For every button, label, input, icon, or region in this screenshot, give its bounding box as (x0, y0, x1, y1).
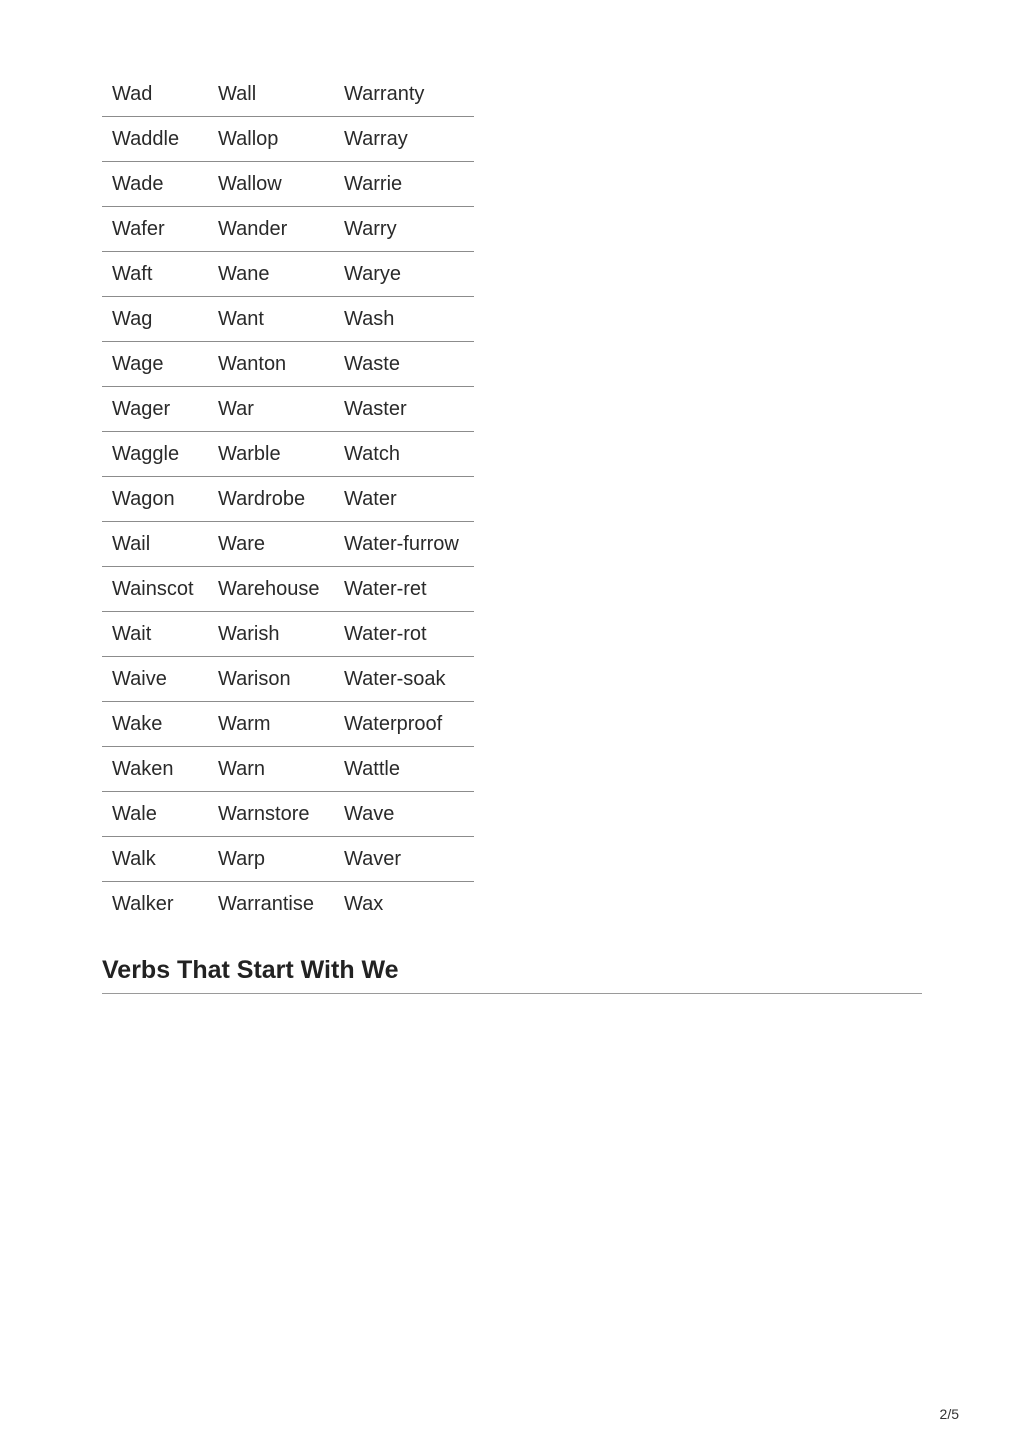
table-cell: Wad (112, 83, 153, 105)
table-cell: Wax (344, 893, 384, 915)
table-row (102, 837, 474, 882)
table-cell: Wainscot (112, 578, 194, 600)
table-cell: Warye (344, 263, 402, 285)
table-cell: Wallop (218, 128, 279, 150)
table-cell: Waste (344, 353, 400, 375)
table-cell: Wail (112, 533, 151, 555)
section-heading: Verbs That Start With We (102, 956, 922, 994)
table-cell: Water-rot (344, 623, 427, 645)
table-cell: Wander (218, 218, 288, 240)
table-cell: Wallow (218, 173, 282, 195)
table-cell: Ware (218, 533, 266, 555)
table-row (102, 657, 474, 702)
table-row (102, 297, 474, 342)
table-row (102, 747, 474, 792)
word-table (102, 72, 474, 926)
table-cell: Waddle (112, 128, 180, 150)
table-cell: Wag (112, 308, 153, 330)
table-cell: Warish (218, 623, 280, 645)
table-cell: Wall (218, 83, 257, 105)
table-cell: Wardrobe (218, 488, 306, 510)
table-cell: Warrie (344, 173, 403, 195)
table-cell: Waster (344, 398, 407, 420)
table-cell: Wage (112, 353, 164, 375)
table-cell: Wale (112, 803, 157, 825)
table-cell: Wager (112, 398, 171, 420)
table-cell: Walker (112, 893, 174, 915)
table-cell: Wanton (218, 353, 287, 375)
table-cell: Warrantise (218, 893, 314, 915)
table-cell: Wagon (112, 488, 175, 510)
table-cell: Warison (218, 668, 291, 690)
table-row (102, 207, 474, 252)
table-row (102, 792, 474, 837)
page-number: 2/5 (939, 1406, 959, 1422)
table-row (102, 612, 474, 657)
table-row (102, 432, 474, 477)
table-cell: Waterproof (344, 713, 443, 735)
table-row (102, 477, 474, 522)
table-cell: Water-ret (344, 578, 427, 600)
table-cell: Warehouse (218, 578, 320, 600)
table-cell: Water-soak (344, 668, 446, 690)
table-cell: Watch (344, 443, 400, 465)
table-cell: Warble (218, 443, 281, 465)
table-row (102, 252, 474, 297)
table-cell: Warranty (344, 83, 425, 105)
table-cell: Want (218, 308, 264, 330)
table-cell: Warnstore (218, 803, 310, 825)
table-cell: Wave (344, 803, 395, 825)
table-row (102, 117, 474, 162)
table-cell: Wake (112, 713, 163, 735)
table-cell: Waive (112, 668, 167, 690)
table-cell: Water-furrow (344, 533, 459, 555)
table-cell: Waggle (112, 443, 180, 465)
table-cell: Water (344, 488, 397, 510)
table-row (102, 72, 474, 117)
table-cell: Wade (112, 173, 164, 195)
table-row (102, 522, 474, 567)
table-cell: Warm (218, 713, 271, 735)
table-cell: Warp (218, 848, 266, 870)
table-row (102, 342, 474, 387)
table-row (102, 387, 474, 432)
table-cell: Wane (218, 263, 270, 285)
table-cell: Waver (344, 848, 402, 870)
table-cell: Warry (344, 218, 397, 240)
table-cell: Warray (344, 128, 408, 150)
table-cell: Wait (112, 623, 152, 645)
table-row (102, 882, 474, 927)
table-cell: Walk (112, 848, 156, 870)
table-cell: Waft (112, 263, 153, 285)
table-row (102, 162, 474, 207)
table-cell: Wattle (344, 758, 400, 780)
table-cell: Warn (218, 758, 266, 780)
word-table-body (102, 72, 474, 926)
table-row (102, 567, 474, 612)
table-cell: Wash (344, 308, 395, 330)
table-row (102, 702, 474, 747)
table-cell: Wafer (112, 218, 165, 240)
table-cell: War (218, 398, 254, 420)
table-cell: Waken (112, 758, 174, 780)
